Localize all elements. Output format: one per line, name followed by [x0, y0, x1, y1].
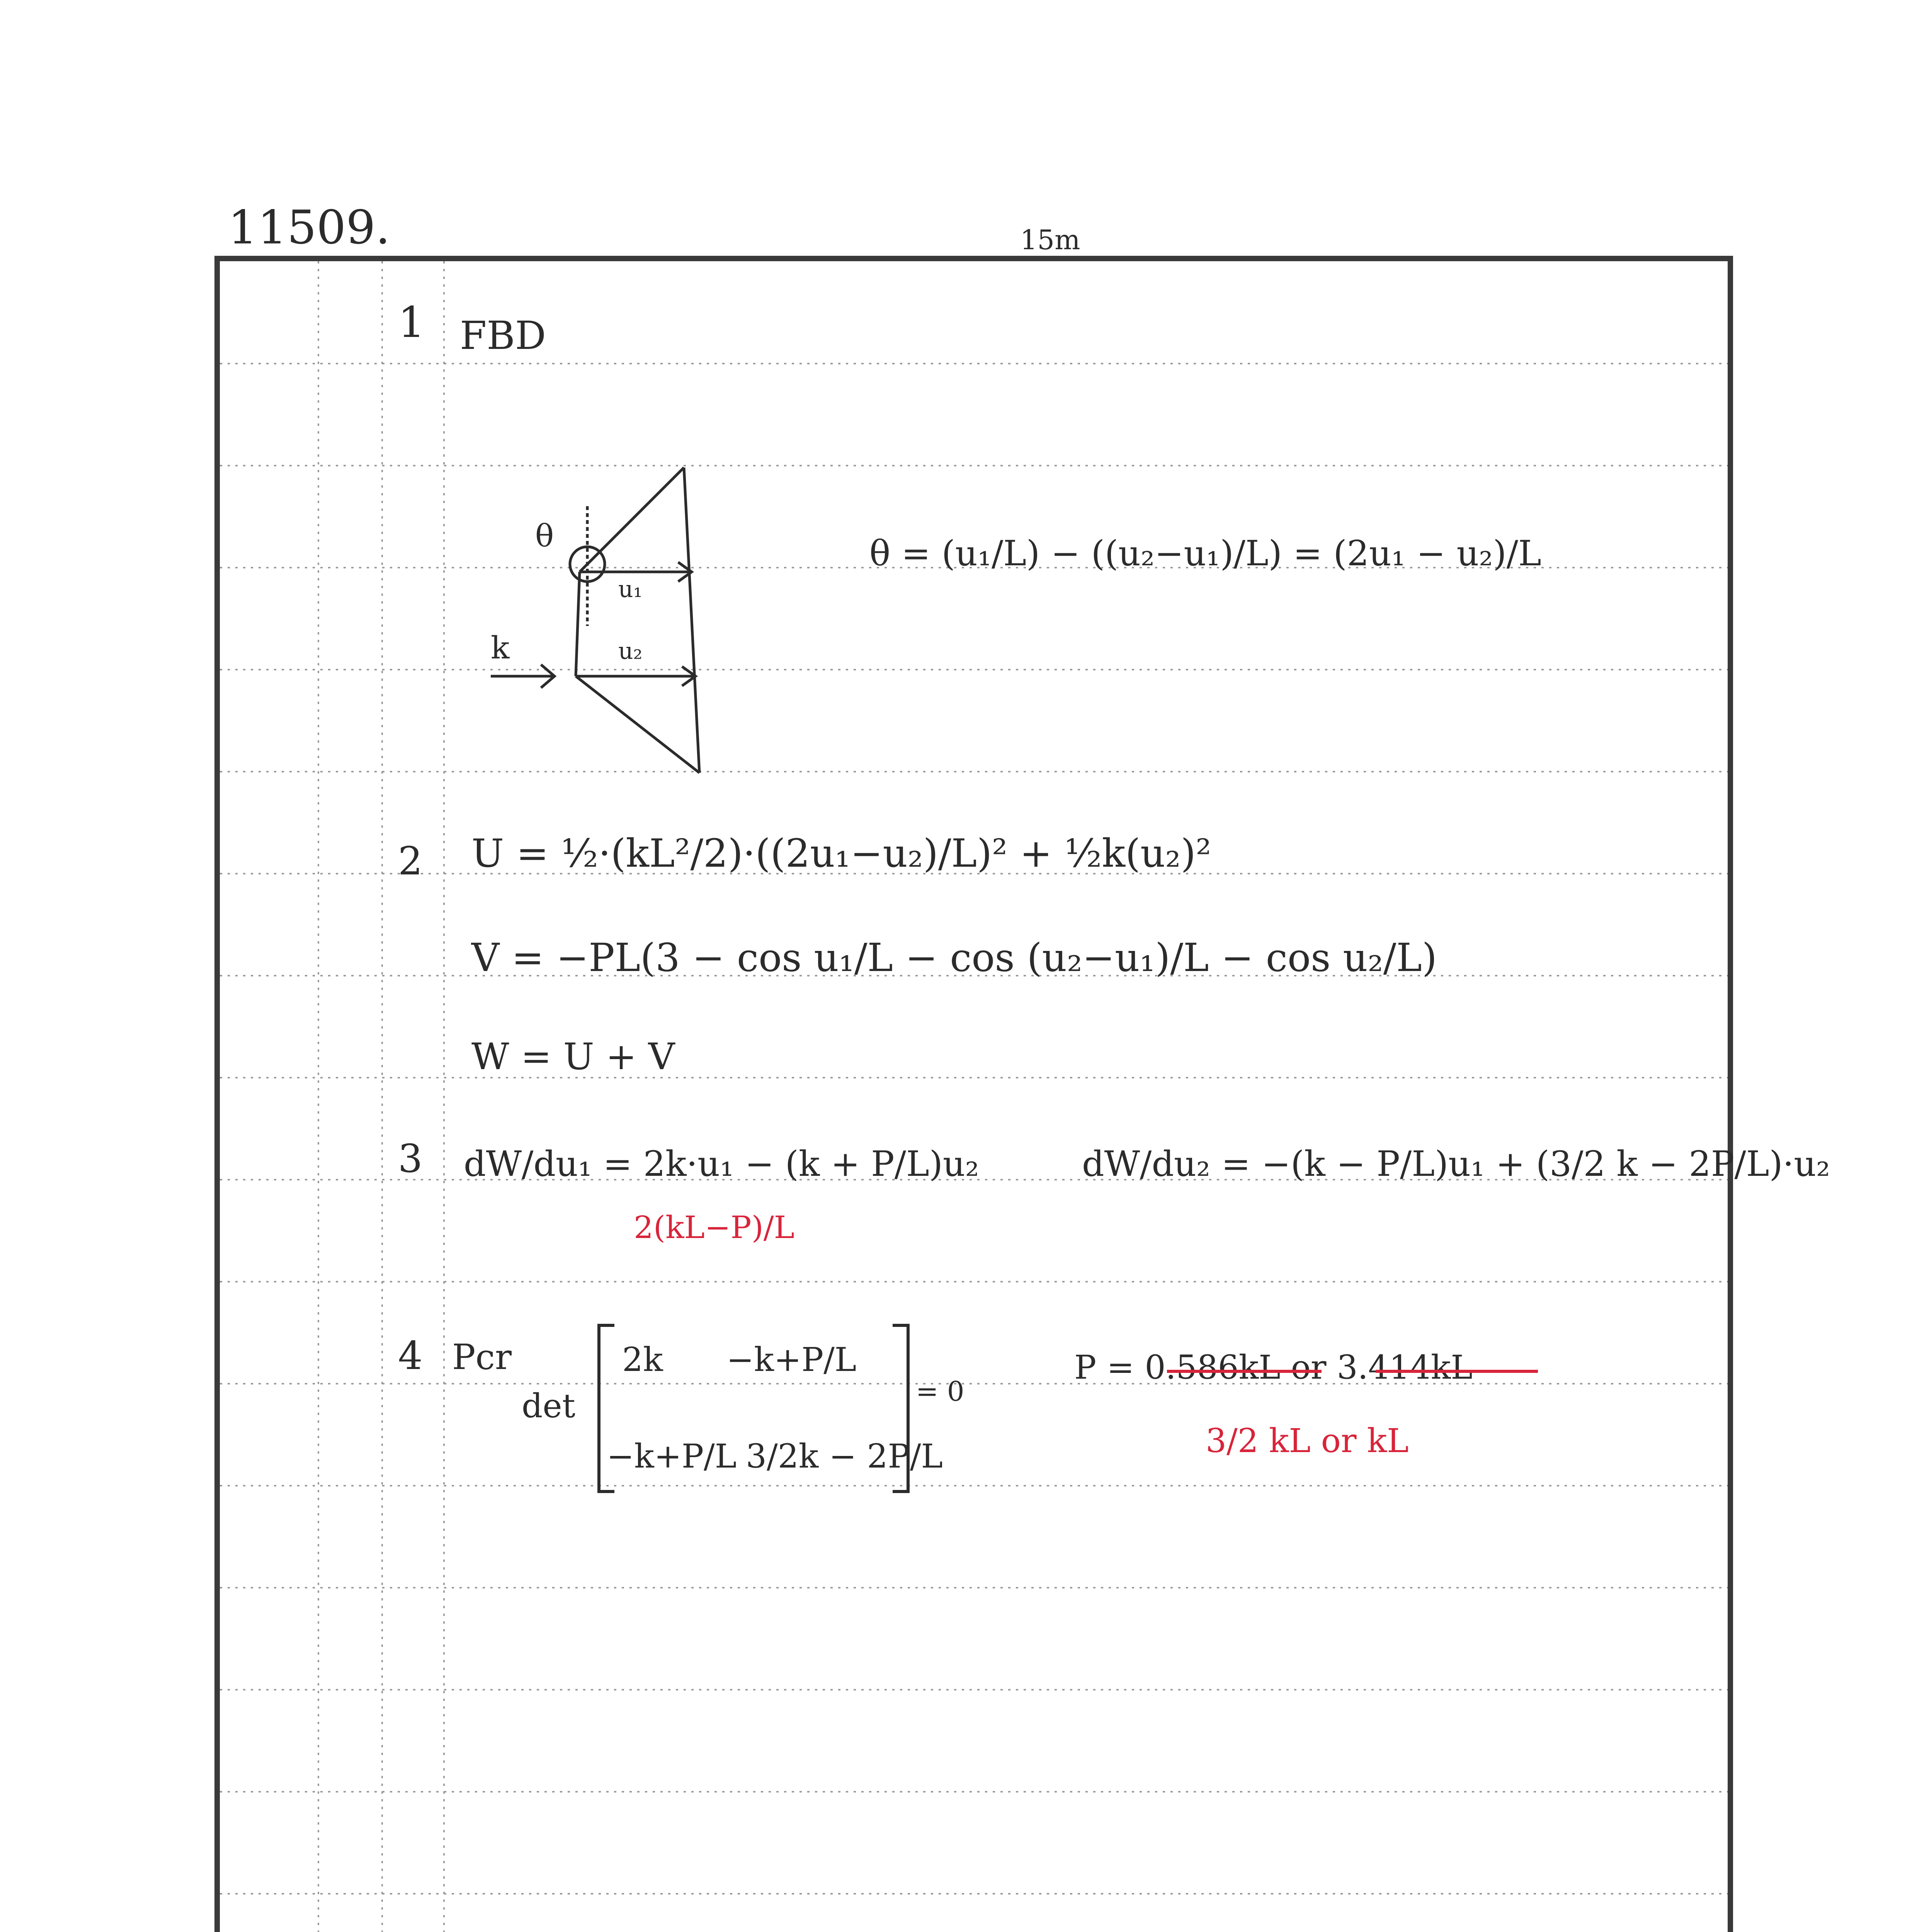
p-result-struck: P = 0.586kL or 3.414kL [1074, 1349, 1473, 1387]
strike-0586 [1167, 1370, 1322, 1373]
dw-du1-equation: dW/du₁ = 2k·u₁ − (k + P/L)u₂ [464, 1144, 979, 1184]
fbd-bar-middle [576, 572, 580, 676]
strike-3414 [1376, 1370, 1538, 1373]
theta-equation: θ = (u₁/L) − ((u₂−u₁)/L) = (2u₁ − u₂)/L [869, 533, 1541, 574]
fbd-sketch [483, 460, 734, 788]
v-equation: V = −PL(3 − cos u₁/L − cos (u₂−u₁)/L − cos u₂/L) [471, 935, 1437, 980]
fbd-bar-lower [576, 676, 699, 773]
fbd-k-label: k [491, 630, 510, 666]
matrix-cell-22: 3/2k − 2P/L [746, 1437, 943, 1476]
matrix-cell-21: −k+P/L [607, 1437, 737, 1476]
q1-title: FBD [460, 313, 546, 358]
matrix-cell-12: −k+P/L [726, 1341, 857, 1379]
fbd-wall [684, 468, 699, 773]
document-number: 11509. [228, 201, 390, 255]
page-mark: 15m [1020, 224, 1080, 256]
w-equation: W = U + V [471, 1036, 675, 1078]
q4-label: Pcr [452, 1337, 512, 1378]
dw-du1-correction: 2(kL−P)/L [634, 1209, 794, 1245]
q3-number: 3 [398, 1136, 423, 1181]
fbd-bar-upper [580, 468, 684, 572]
determinant-equals: = 0 [916, 1376, 964, 1407]
fbd-theta-label: θ [535, 518, 554, 554]
answer-sheet-frame [214, 256, 1733, 1932]
u-equation: U = ½·(kL²/2)·((2u₁−u₂)/L)² + ½k(u₂)² [471, 831, 1211, 876]
q1-number: 1 [398, 298, 425, 347]
matrix-cell-11: 2k [622, 1341, 663, 1379]
det-label: det [522, 1387, 575, 1425]
q2-number: 2 [398, 838, 423, 884]
fbd-u2-label: u₂ [618, 638, 643, 665]
q4-number: 4 [398, 1333, 423, 1378]
dw-du2-equation: dW/du₂ = −(k − P/L)u₁ + (3/2 k − 2P/L)·u₂ [1082, 1144, 1830, 1184]
ruled-grid [220, 261, 1728, 1932]
fbd-u1-label: u₁ [618, 576, 643, 603]
p-result-corrected: 3/2 kL or kL [1206, 1422, 1409, 1460]
